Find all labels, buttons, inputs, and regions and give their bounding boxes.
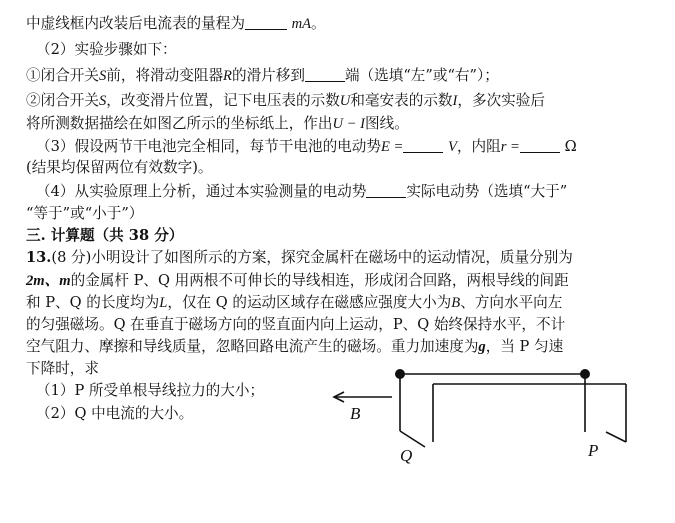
text-line-11: 13.(8 分)小明设计了如图所示的方案，探究金属杆在磁场中的运动情况，质量分别为	[26, 249, 573, 266]
label-q: Q	[400, 446, 413, 465]
text-line-1: 中虚线框内改装后电流表的量程为 mA。	[26, 15, 326, 32]
pulley-left	[395, 369, 405, 379]
text-line-17: （1）P 所受单根导线拉力的大小；	[36, 382, 265, 399]
answer-blank-emf[interactable]	[403, 138, 443, 153]
text-line-9: “等于”或“小于”）	[26, 205, 144, 222]
text-line-8: （4）从实验原理上分析，通过本实验测量的电动势 实际电动势（选填“大于”	[36, 183, 568, 200]
text-line-14: 的匀强磁场。Q 在垂直于磁场方向的竖直面内向上运动，P、Q 始终保持水平，不计	[26, 316, 566, 333]
text-line-6: （3）假设两节干电池完全相同，每节干电池的电动势E = V，内阻r = Ω	[36, 138, 577, 155]
label-p: P	[588, 441, 599, 460]
section-heading: 三. 计算题（共 38 分）	[26, 227, 184, 244]
text-line-18: （2）Q 中电流的大小。	[36, 405, 194, 422]
answer-blank-range[interactable]	[245, 15, 287, 30]
text-line-12: 2m、m的金属杆 P、Q 用两根不可伸长的导线相连，形成闭合回路，两根导线的间距	[26, 272, 569, 289]
text-line-13: 和 P、Q 的长度均为L，仅在 Q 的运动区域存在磁感应强度大小为B、方向水平向左	[26, 294, 563, 311]
text-line-15: 空气阻力、摩擦和导线质量，忽略回路电流产生的磁场。重力加速度为g，当 P 匀速	[26, 338, 564, 355]
text-line-7: (结果均保留两位有效数字)。	[26, 159, 213, 176]
text-line-3: ①闭合开关S前，将滑动变阻器R的滑片移到 端（选填“左”或“右”）；	[26, 67, 499, 84]
answer-blank-end[interactable]	[305, 67, 345, 82]
text-line-2: （2）实验步骤如下：	[36, 41, 177, 58]
rod-p-bottom	[606, 432, 626, 442]
pulley-right	[580, 369, 590, 379]
text-line-4: ②闭合开关S，改变滑片位置，记下电压表的示数U和毫安表的示数I，多次实验后	[26, 92, 545, 109]
circuit-diagram	[330, 360, 650, 470]
label-b: B	[350, 404, 361, 423]
text-line-5: 将所测数据描绘在如图乙所示的坐标纸上，作出U − I图线。	[26, 115, 409, 132]
rod-q-bottom	[400, 431, 425, 447]
answer-blank-compare[interactable]	[366, 183, 406, 198]
text-line-16: 下降时，求	[26, 360, 99, 377]
answer-blank-resistance[interactable]	[520, 138, 560, 153]
